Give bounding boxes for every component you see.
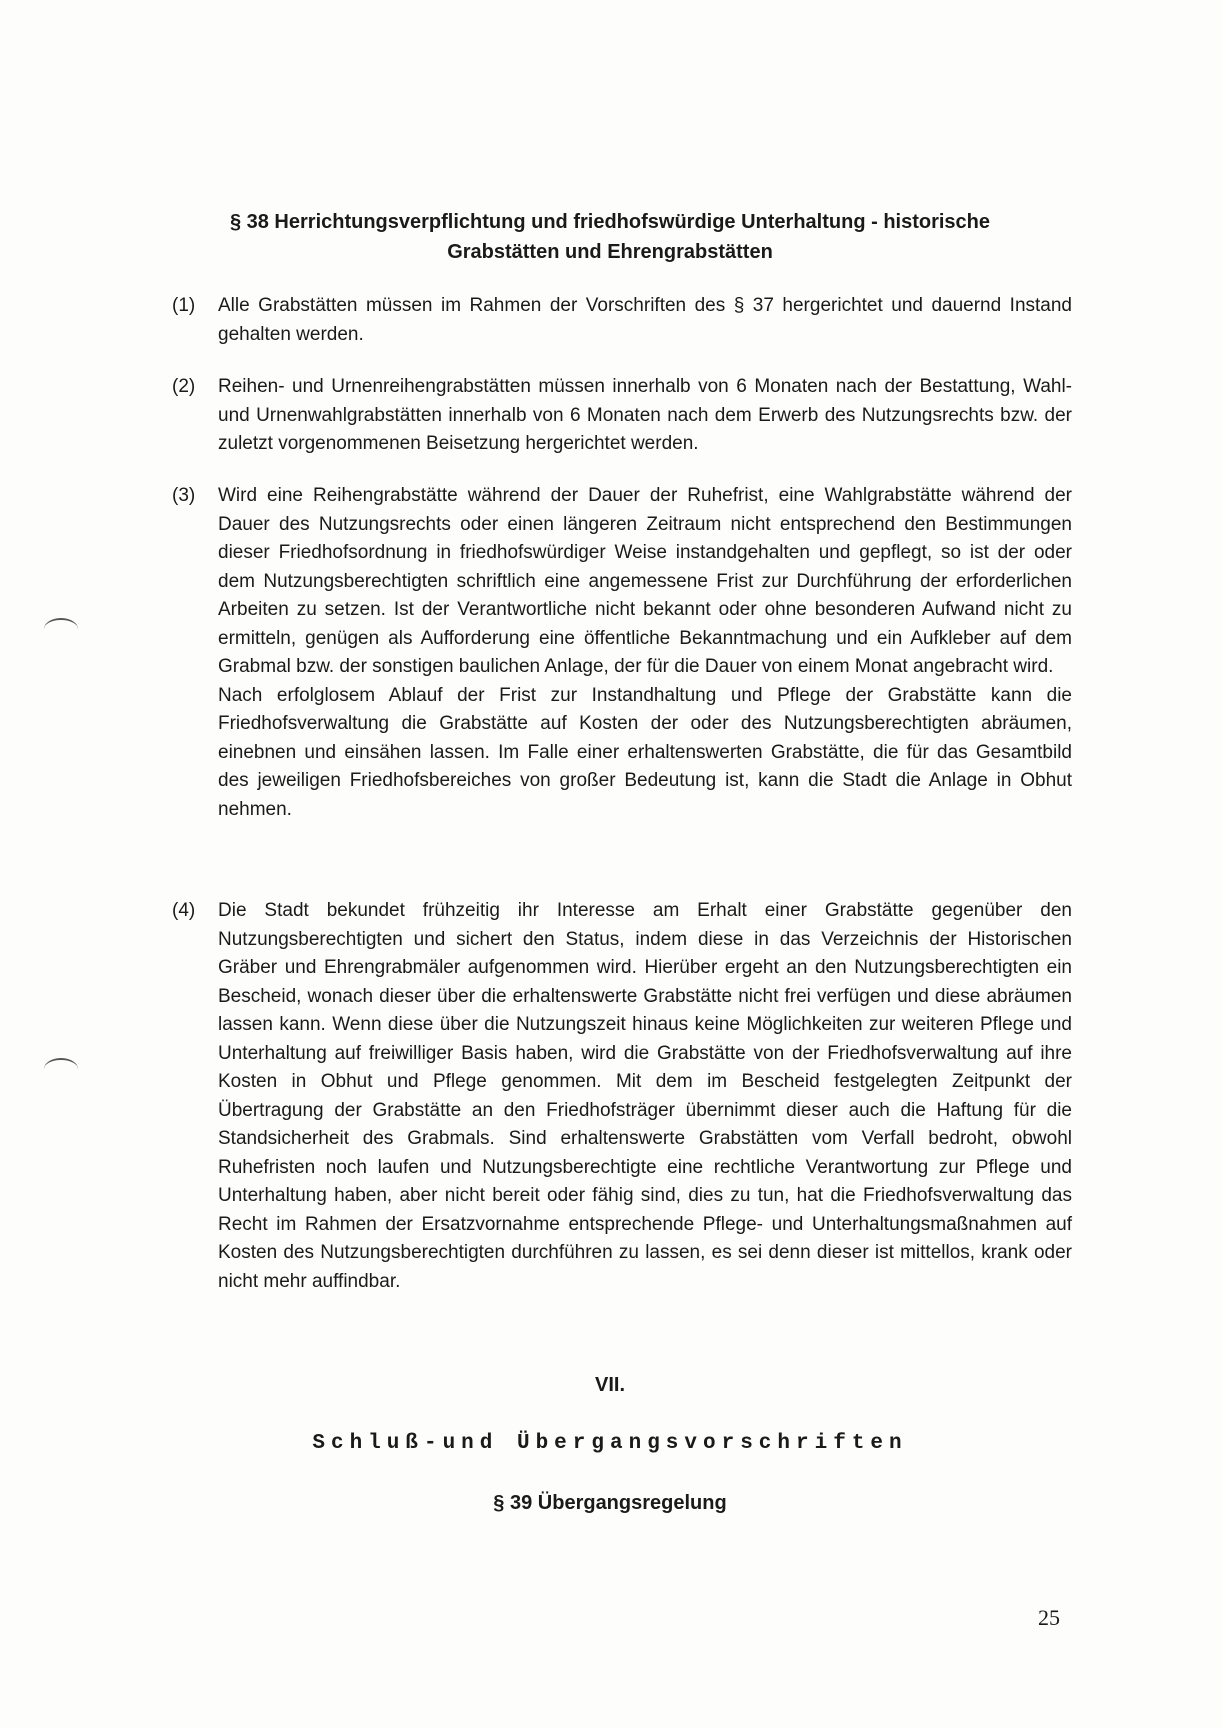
section-title: Schluß-und Übergangsvorschriften [312,1432,908,1455]
heading-line-2: Grabstätten und Ehrengrabstätten [447,241,773,263]
page-number: 25 [1038,1605,1060,1630]
paragraph-text: Reihen- und Urnenreihengrabstätten müssen innerhalb von 6 Monaten nach der Bestattung, Wahl- und Urnenwahlgrabstätten innerhalb von 6 Monaten nach dem Erwerb des Nutzungsrechts bzw. der zuletzt vorgenommenen Beisetzung hergerichtet werden. [218,376,1072,454]
paragraph-number: (2) [172,376,196,397]
paragraph-text: Die Stadt bekundet frühzeitig ihr Interesse am Erhalt einer Grabstätte gegenüber den Nutzungsberechtigten und sichert den Status, indem diese in das Verzeichnis der Historischen Gräber und Ehrengrabmäler aufgenommen wird. Hierüber ergeht an den Nutzungsberechtigten ein Bescheid, wonach dieser über die erhaltenswerte Grabstätte nicht frei verfügen und diese abräumen lassen kann. Wenn diese über die Nutzungszeit hinaus keine Möglichkeiten zur weiteren Pflege und Unterhaltung auf freiwilliger Basis haben, wird die Grabstätte von der Friedhofsverwaltung auf ihre Kosten in Obhut und Pflege genommen. Mit dem im Bescheid festgelegten Zeitpunkt der Übertragung der Grabstätte an den Friedhofsträger übernimmt dieser auch die Haftung für die Standsicherheit des Grabmals. Sind erhaltenswerte Grabstätten vom Verfall bedroht, obwohl Ruhefristen noch laufen und Nutzungsberechtigte eine rechtliche Verantwortung zur Pflege und Unterhaltung haben, aber nicht bereit oder fähig sind, dies zu tun, hat die Friedhofsverwaltung das Recht im Rahmen der Ersatzvornahme entsprechende Pflege- und Unterhaltungsmaßnahmen auf Kosten des Nutzungsberechtigten durchführen zu lassen, es sei denn dieser ist mittellos, krank oder nicht mehr auffindbar. [218,900,1072,1292]
paragraph-number: (3) [172,485,196,506]
paragraph-2 [172,373,1072,459]
paragraph-3 [172,482,1072,824]
section-number: VII. [594,1374,625,1396]
punch-hole-mark [44,618,78,640]
paragraph-text: Wird eine Reihengrabstätte während der Dauer der Ruhefrist, eine Wahlgrabstätte während der Dauer des Nutzungsrechts oder einen längeren Zeitraum nicht entsprechend den Bestimmungen dieser Friedhofsordnung in friedhofswürdiger Weise instandgehalten und gepflegt, so ist der oder dem Nutzungsberechtigten schriftlich eine angemessene Frist zur Durchführung der erforderlichen Arbeiten zu setzen. Ist der Verantwortliche nicht bekannt oder ohne besonderen Aufwand nicht zu ermitteln, genügen als Aufforderung eine öffentliche Bekanntmachung und ein Aufkleber auf dem Grabmal bzw. der sonstigen baulichen Anlage, der für die Dauer von einem Monat angebracht wird. [218,485,1072,677]
paragraph-heading-39: § 39 Übergangsregelung [493,1492,727,1514]
paragraph-4 [172,897,1072,1296]
punch-hole-mark [44,1058,78,1080]
paragraph-number: (1) [172,295,196,316]
paragraph-number: (4) [172,900,196,921]
heading-line-1: § 38 Herrichtungsverpflichtung und friedhofswürdige Unterhaltung - historische [229,211,991,233]
paragraph-text: Alle Grabstätten müssen im Rahmen der Vorschriften des § 37 hergerichtet und dauernd Instand gehalten werden. [218,295,1072,345]
paragraph-text: Nach erfolglosem Ablauf der Frist zur Instandhaltung und Pflege der Grabstätte kann die Friedhofsverwaltung die Grabstätte auf Kosten der oder des Nutzungsberechtigten abräumen, einebnen und einsähen lassen. Im Falle einer erhaltenswerten Grabstätte, die für das Gesamtbild des jeweiligen Friedhofsbereiches von großer Bedeutung ist, kann die Stadt die Anlage in Obhut nehmen. [218,684,1072,820]
paragraph-1 [172,292,1072,349]
section-heading [150,207,1070,267]
